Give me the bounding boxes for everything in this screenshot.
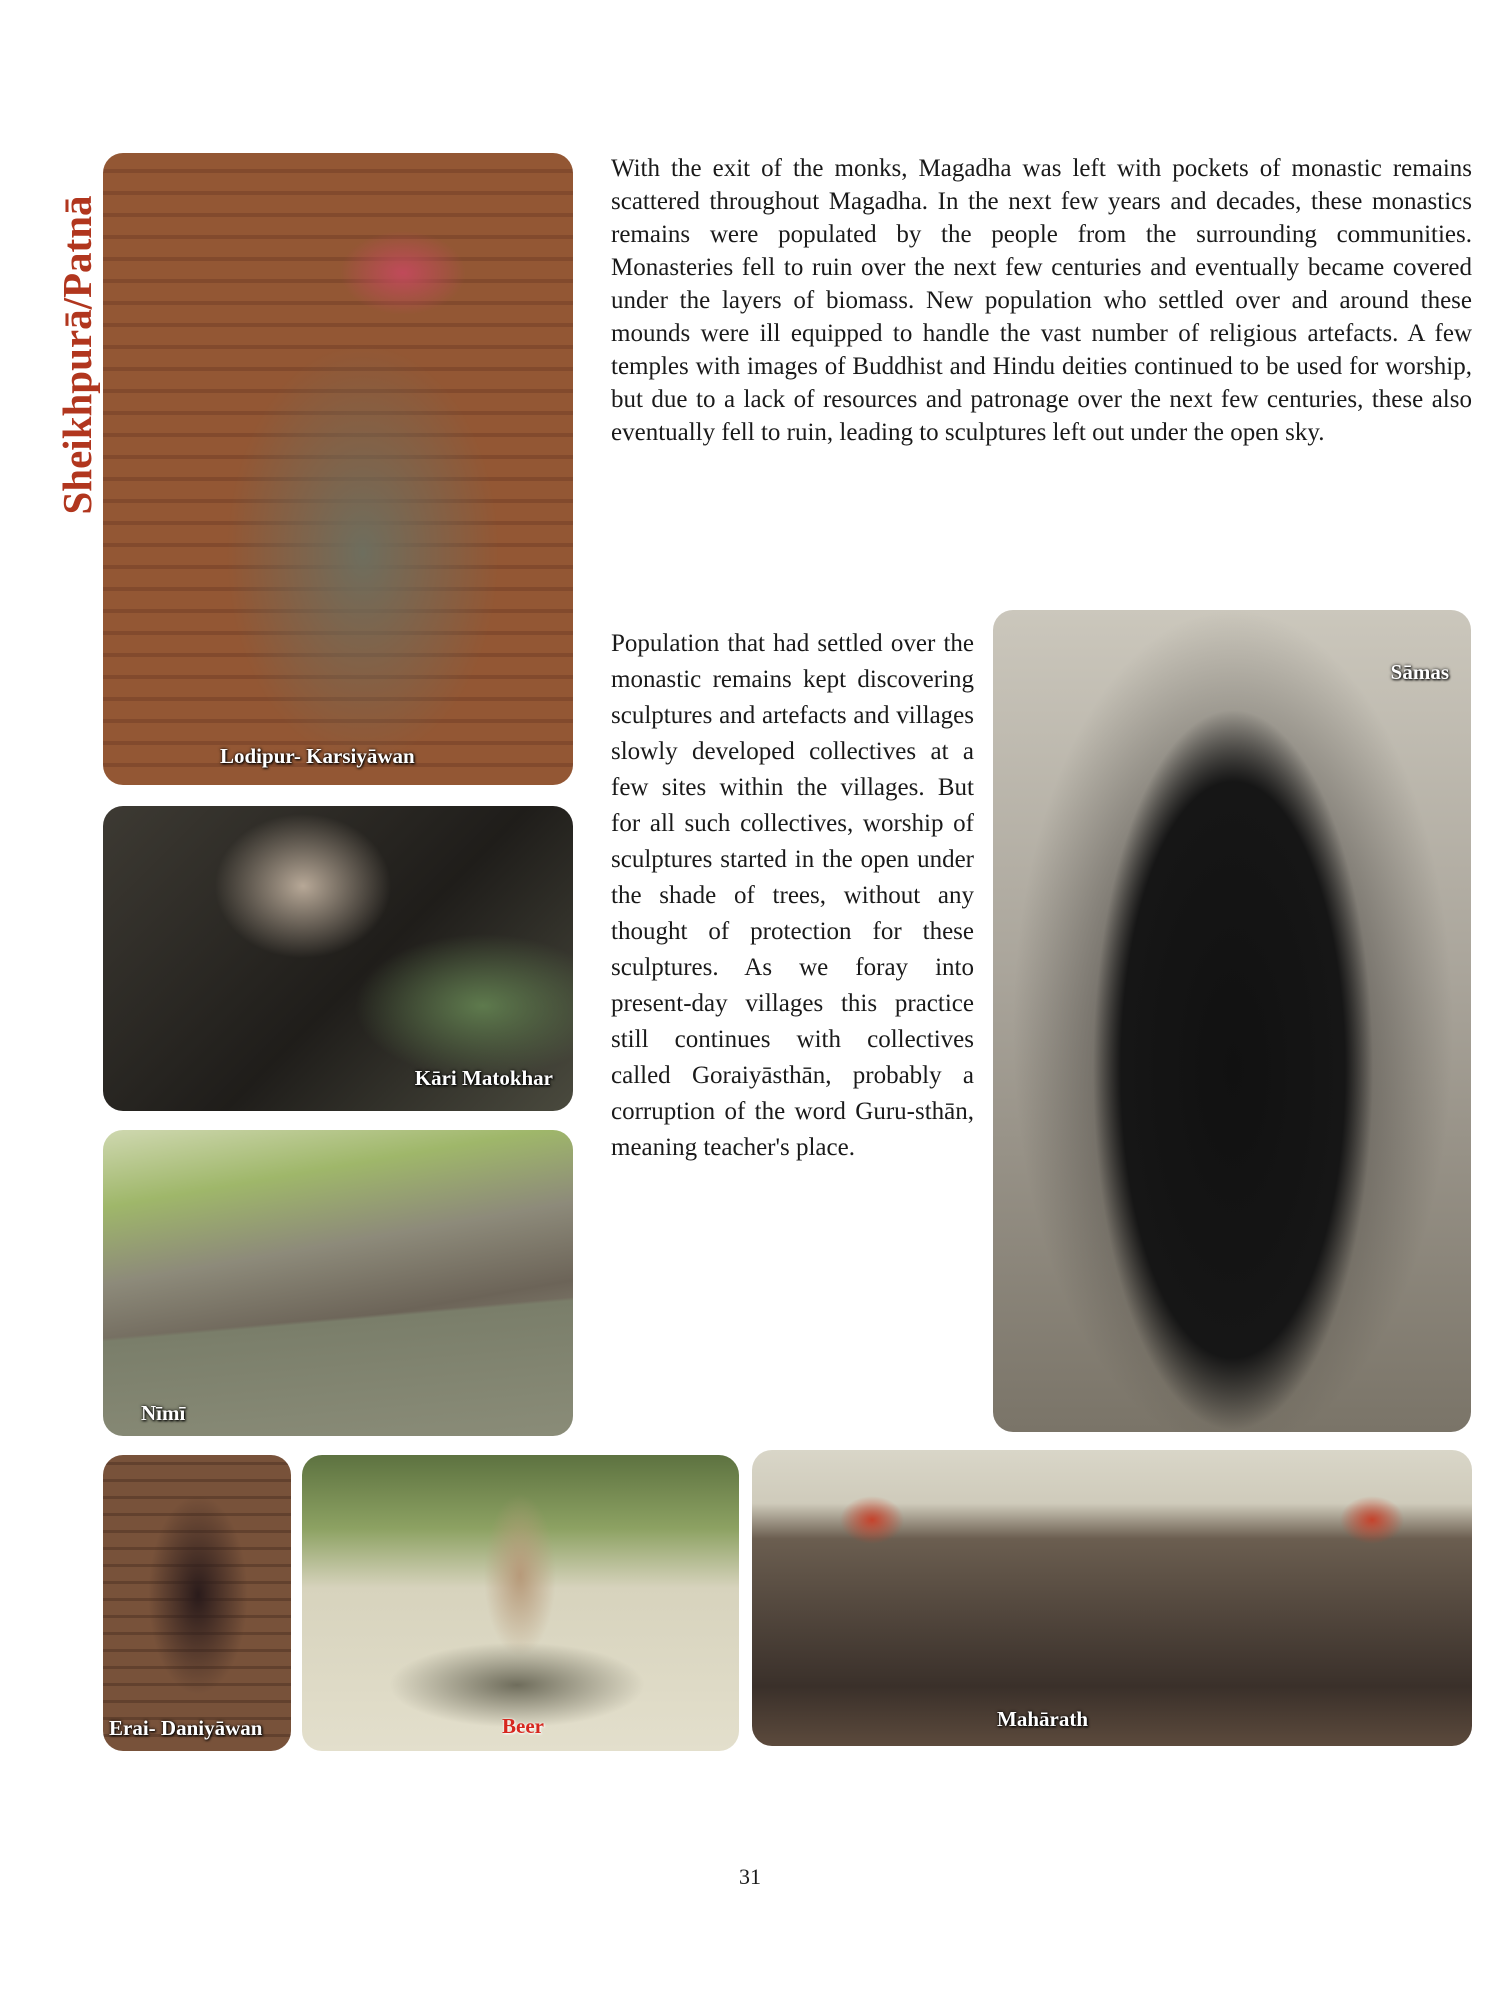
photo-erai-daniyawan: [103, 1455, 291, 1751]
page-number: 31: [739, 1864, 761, 1889]
photo-maharath: [752, 1450, 1472, 1746]
paragraph-top: With the exit of the monks, Magadha was left with pockets of monastic remains scattered throughout Magadha. In the next few years and decades, these monastics remains were populated by the people from the surrounding communities. Monasteries fell to ruin over the next few centuries and eventually became covered under the layers of biomass. New population who settled over and around these mounds were ill equipped to handle the vast number of religious artefacts. A few temples with images of Buddhist and Hindu deities continued to be used for worship, but due to a lack of resources and patronage over the next few centuries, these also eventually fell to ruin, leading to sculptures left out under the open sky.: [611, 155, 1472, 446]
caption-maharath: Mahārath: [997, 1707, 1088, 1731]
caption-samas: Sāmas: [1390, 660, 1449, 684]
section-title-text: Sheikhpurā/Patnā: [54, 195, 100, 515]
photo-lodipur-karsiyawan: [103, 153, 573, 785]
paragraph-middle: Population that had settled over the monastic remains kept discovering sculptures and artefacts and villages slowly developed collectives at a few sites within the villages. But for all such collectives, worship of sculptures started in the open under the shade of trees, without any thought of protection for these sculptures. As we foray into present-day villages this practice still continues with collectives called Goraiyāsthān, probably a corruption of the word Guru-sthān, meaning teacher's place.: [611, 630, 974, 1161]
caption-kari: Kāri Matokhar: [414, 1066, 553, 1090]
section-title: [52, 150, 102, 560]
photo-nimi: [103, 1130, 573, 1436]
caption-nimi: Nīmī: [141, 1401, 186, 1425]
photo-beer: [302, 1455, 739, 1751]
caption-beer: Beer: [502, 1714, 544, 1738]
caption-lodipur: Lodipur- Karsiyāwan: [220, 744, 415, 768]
photo-kari-matokhar: [103, 806, 573, 1111]
caption-erai: Erai- Daniyāwan: [109, 1716, 263, 1740]
photo-samas: [993, 610, 1471, 1432]
